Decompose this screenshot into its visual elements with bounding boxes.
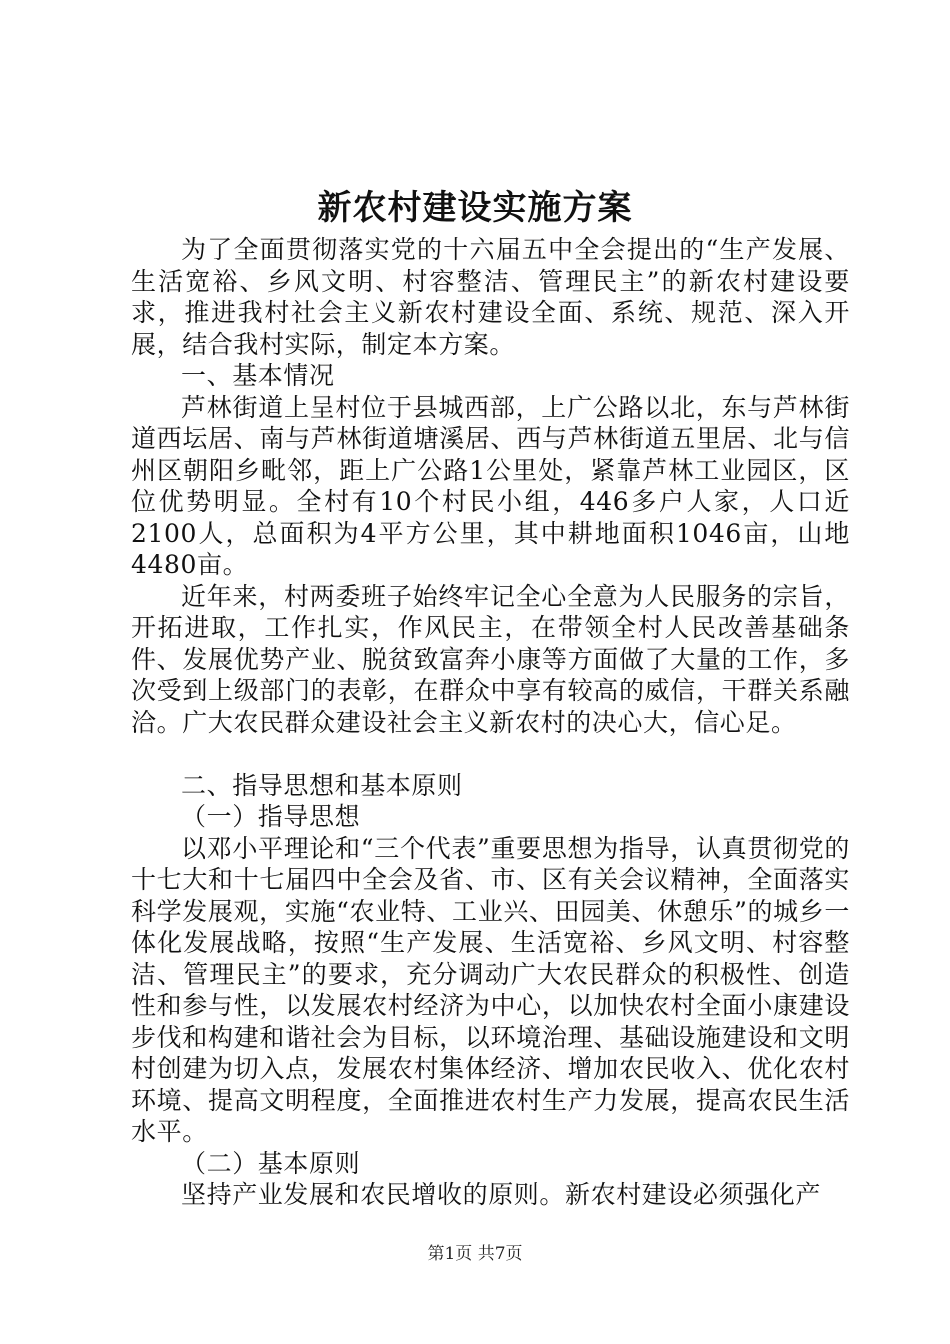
section-heading-guiding-principles: 二、指导思想和基本原则 bbox=[181, 770, 463, 800]
page-number-footer: 第1页 共7页 bbox=[427, 1244, 523, 1264]
paragraph-recent-years: 近年来，村两委班子始终牢记全心全意为人民服务的宗旨，开拓进取，工作扎实，作风民主，在带领全村人民改善基础条件、发展优势产业、脱贫致富奔小康等方面做了大量的工作，多次受到上级部门的表彰，在群众中享有较高的威信，干群关系融洽。广大农民群众建设社会主义新农村的决心大，信心足。 bbox=[131, 581, 850, 737]
subsection-heading-guiding-ideology: （一）指导思想 bbox=[181, 802, 361, 831]
paragraph-basic-principles: 坚持产业发展和农民增收的原则。新农村建设必须强化产 bbox=[181, 1180, 822, 1209]
document-body bbox=[131, 234, 850, 1211]
paragraph-intro: 为了全面贯彻落实党的十六届五中全会提出的“生产发展、生活宽裕、乡风文明、村容整洁、管理民主”的新农村建设要求，推进我村社会主义新农村建设全面、系统、规范、深入开展，结合我村实际，制定本方案。 bbox=[131, 235, 850, 359]
document-title: 新农村建设实施方案 bbox=[317, 188, 633, 228]
paragraph-location: 芦林街道上呈村位于县城西部，上广公路以北，东与芦林街道西坛居、南与芦林街道塘溪居、西与芦林街道五里居、北与信州区朝阳乡毗邻，距上广公路1公里处，紧靠芦林工业园区，区位优势明显。全村有10个村民小组，446多户人家，人口近2100人，总面积为4平方公里，其中耕地面积1046亩，山地4480亩。 bbox=[131, 392, 850, 579]
section-heading-basic-situation: 一、基本情况 bbox=[181, 361, 335, 390]
paragraph-guiding-ideology: 以邓小平理论和“三个代表”重要思想为指导，认真贯彻党的十七大和十七届四中全会及省、市、区有关会议精神，全面落实科学发展观，实施“农业特、工业兴、田园美、休憩乐”的城乡一体化发展战略，按照“生产发展、生活宽裕、乡风文明、村容整洁、管理民主”的要求，充分调动广大农民群众的积极性、创造性和参与性，以发展农村经济为中心，以加快农村全面小康建设步伐和构建和谐社会为目标，以环境治理、基础设施建设和文明村创建为切入点，发展农村集体经济、增加农民收入、优化农村环境、提高文明程度，全面推进农村生产力发展，提高农民生活水平。 bbox=[131, 833, 850, 1146]
subsection-heading-basic-principles: （二）基本原则 bbox=[181, 1148, 361, 1178]
